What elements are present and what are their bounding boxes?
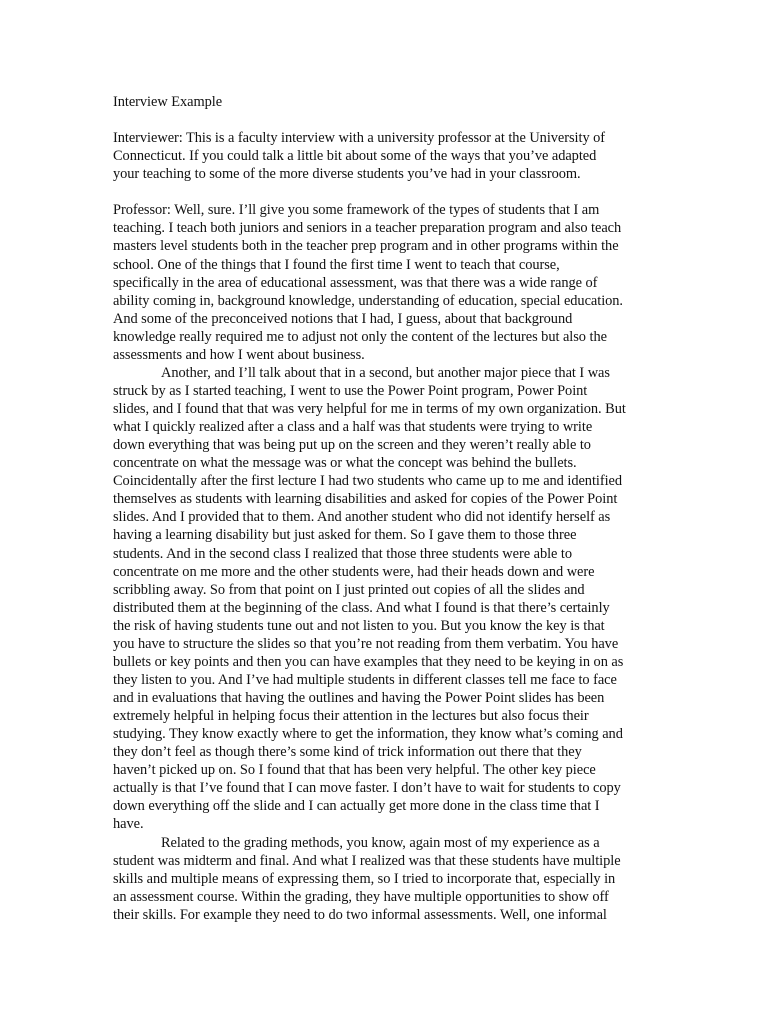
text-line: your teaching to some of the more diverse students you’ve had in your classroom. [113, 166, 581, 183]
text-line: what I quickly realized after a class and a half was that students were trying to write [113, 419, 593, 436]
text-line: And some of the preconceived notions that I had, I guess, about that background [113, 310, 573, 327]
text-line: student was midterm and final. And what I realized was that these students have multiple [113, 852, 621, 869]
text-line: concentrate on me more and the other students were, had their heads down and were [113, 563, 595, 580]
text-line: Coincidentally after the first lecture I had two students who came up to me and identified [113, 473, 623, 490]
text-line: school. One of the things that I found the first time I went to teach that course, [113, 256, 560, 273]
text-line: haven’t picked up on. So I found that that has been very helpful. The other key piece [113, 762, 596, 779]
text-line: bullets or key points and then you can have examples that they need to be keying in on as [113, 653, 624, 670]
text-line-first: Related to the grading methods, you know, again most of my experience as a [161, 834, 600, 851]
text-line: knowledge really required me to adjust not only the content of the lectures but also the [113, 328, 607, 345]
text-line: Interviewer: This is a faculty interview with a university professor at the University of [113, 130, 606, 147]
text-line: down everything that was being put up on the screen and they weren’t really able to [113, 437, 591, 454]
text-line: they listen to you. And I’ve had multiple students in different classes tell me face to face [113, 671, 617, 688]
text-line: assessments and how I went about business. [113, 346, 365, 363]
professor-answer-paragraph-1 [113, 201, 645, 364]
text-line: slides, and I found that that was very helpful for me in terms of my own organization. But [113, 401, 626, 418]
text-line: slides. And I provided that to them. And another student who did not identify herself as [113, 509, 611, 526]
text-line: you have to structure the slides so that you’re not reading from them verbatim. You have [113, 635, 619, 652]
text-line: studying. They know exactly where to get the information, they know what’s coming and [113, 726, 623, 743]
professor-answer-paragraph-2 [113, 364, 645, 834]
text-line: themselves as students with learning disabilities and asked for copies of the Power Point [113, 491, 618, 508]
text-line: actually is that I’ve found that I can move faster. I don’t have to wait for students to copy [113, 780, 621, 797]
text-line: specifically in the area of educational assessment, was that there was a wide range of [113, 274, 598, 291]
text-line: and in evaluations that having the outlines and having the Power Point slides has been [113, 690, 605, 707]
text-line: having a learning disability but just asked for them. So I gave them to those three [113, 527, 577, 544]
text-line: their skills. For example they need to do two informal assessments. Well, one informal [113, 906, 607, 923]
document-title: Interview Example [113, 94, 223, 110]
text-line-first: Another, and I’ll talk about that in a second, but another major piece that I was [161, 364, 610, 381]
text-line: scribbling away. So from that point on I just printed out copies of all the slides and [113, 581, 585, 598]
text-line: the risk of having students tune out and not listen to you. But you know the key is that [113, 617, 605, 634]
text-line: ability coming in, background knowledge, understanding of education, special education. [113, 292, 623, 309]
professor-answer-paragraph-3 [113, 834, 645, 924]
text-line: teaching. I teach both juniors and seniors in a teacher preparation program and also teach [113, 220, 622, 237]
text-line: Professor: Well, sure. I’ll give you some framework of the types of students that I am [113, 202, 600, 219]
text-line: distributed them at the beginning of the class. And what I found is that there’s certainly [113, 599, 610, 616]
text-line: masters level students both in the teacher prep program and in other programs within the [113, 238, 619, 255]
text-line: have. [113, 816, 144, 833]
text-line: struck by as I started teaching, I went to use the Power Point program, Power Point [113, 382, 588, 399]
text-line: Connecticut. If you could talk a little bit about some of the ways that you’ve adapted [113, 148, 597, 165]
text-line: they don’t feel as though there’s some kind of trick information out there that they [113, 744, 582, 761]
text-line: concentrate on what the message was or what the concept was behind the bullets. [113, 455, 577, 472]
document-body [113, 93, 645, 924]
text-line: skills and multiple means of expressing them, so I tried to incorporate that, especially in [113, 870, 616, 887]
text-line: extremely helpful in helping focus their attention in the lectures but also focus their [113, 708, 589, 725]
interviewer-question [113, 129, 645, 183]
text-line: down everything off the slide and I can actually get more done in the class time that I [113, 798, 600, 815]
text-line: students. And in the second class I realized that those three students were able to [113, 545, 573, 562]
text-line: an assessment course. Within the grading, they have multiple opportunities to show off [113, 888, 609, 905]
